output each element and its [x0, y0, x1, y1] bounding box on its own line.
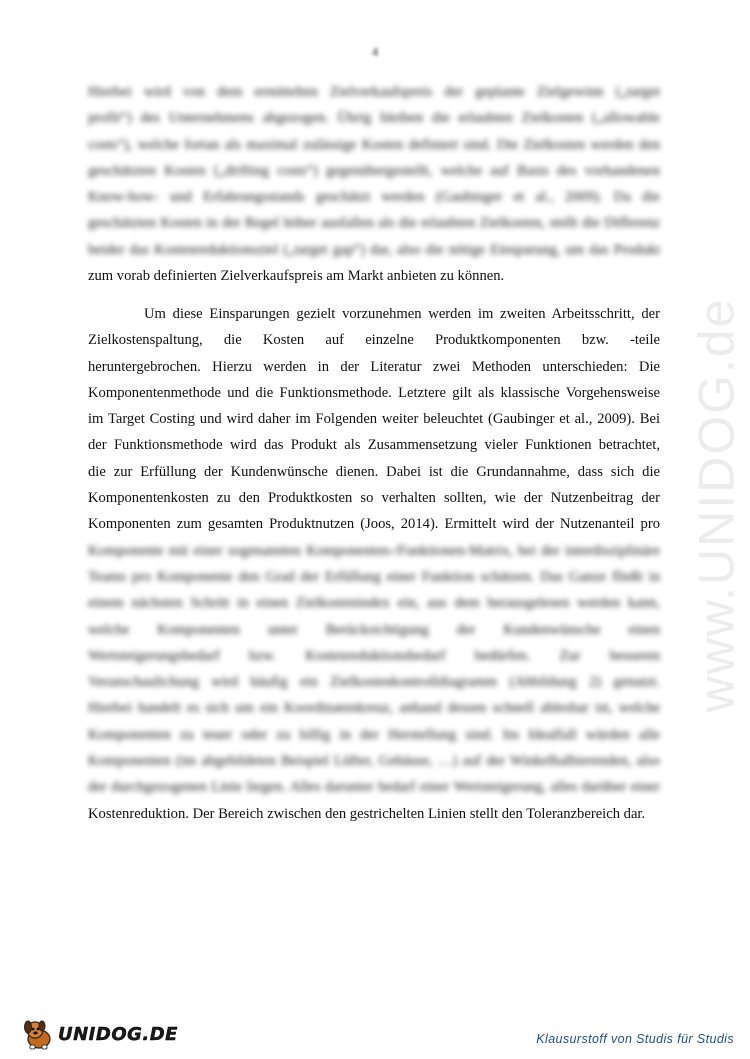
footer [0, 1018, 750, 1054]
text-line: Komponentenmethode und die Funktionsmethode. Letztere gilt als klassische Vorgehensweise [88, 384, 660, 401]
text-line: beider das Kostenreduktionsziel („target gap“) dar, also die nötige Einsparung, um das Produkt [88, 241, 660, 258]
text-line: geschätzten Kosten („drifting costs“) gegenübergestellt, welche auf Basis des vorhandenen [88, 162, 660, 179]
text-line: Hierbei handelt es sich um ein Koordinatenkreuz, anhand dessen schnell ablesbar ist, welche [88, 700, 660, 717]
watermark-text: www.UNIDOG.de [688, 297, 744, 713]
text-line: Komponenten zu teuer oder zu billig in der Herstellung sind. Im Idealfall würden alle [88, 726, 660, 743]
text-line: der durchgezogenen Linie liegen. Alles darunter bedarf einer Wertsteigerung, alles darüber einer [88, 779, 660, 796]
text-line: geschätzten Kosten in der Regel höher ausfallen als die erlaubten Zielkosten, stellt die Differenz [88, 215, 660, 232]
text-line: profit“) des Unternehmens abgezogen. Übrig bleiben die erlaubten Zielkosten („allowable [88, 110, 660, 127]
text-line: Komponentenkosten zu den Produktkosten so verhalten sollten, wie der Nutzenbeitrag der [88, 490, 660, 507]
logo-text: UNIDOG.DE [58, 1023, 178, 1045]
text-line: Know-how- und Erfahrungsstands geschätzt werden (Gaubinger et al., 2009). Da die [88, 189, 660, 206]
text-line: costs“), welche fortan als maximal zulässige Kosten definiert sind. Die Zielkosten werden den [88, 136, 660, 153]
page-number: 4 [371, 44, 379, 59]
text-line: Wertsteigerungsbedarf bzw. Kostenreduktionsbedarf bedürfen. Zur besseren [88, 647, 660, 664]
text-line: der Funktionsmethode wird das Produkt als Zusammensetzung vieler Funktionen betrachtet, [88, 437, 660, 454]
footer-tagline: Klausurstoff von Studis für Studis [536, 1032, 734, 1046]
text-line: Um diese Einsparungen gezielt vorzunehmen werden im zweiten Arbeitsschritt, der [144, 306, 660, 322]
text-line: Zielkostenspaltung, die Kosten auf einzelne Produktkomponenten bzw. -teile [88, 332, 660, 349]
text-line: Teams pro Komponente den Grad der Erfüllung einer Funktion schätzen. Das Ganze fließt in [88, 568, 660, 585]
text-line: einem nächsten Schritt in einen Zielkostenindex ein, aus dem herausgelesen werden kann, [88, 595, 660, 612]
dog-mascot-icon [22, 1018, 56, 1050]
text-line: Komponenten zum gesamten Produktnutzen (Joos, 2014). Ermittelt wird der Nutzenanteil pro [88, 516, 660, 533]
text-line: die zur Erfüllung der Kundenwünsche dienen. Dabei ist die Grundannahme, dass sich die [88, 463, 660, 480]
text-line: heruntergebrochen. Hierzu werden in der Literatur zwei Methoden unterschieden: Die [88, 358, 660, 375]
text-line: Komponenten (im abgebildeten Beispiel Lüfter, Gehäuse, …) auf der Winkelhalbierenden, also [88, 753, 660, 770]
text-line: zum vorab definierten Zielverkaufspreis am Markt anbieten zu können. [88, 268, 505, 285]
unidog-logo[interactable] [22, 1018, 178, 1050]
text-line: im Target Costing und wird daher im Folgenden weiter beleuchtet (Gaubinger et al., 2009). Bei [88, 411, 660, 428]
text-line: welche Komponenten unter Berücksichtigung der Kundenwünsche einen [88, 621, 660, 638]
paragraph-1 [88, 79, 660, 289]
paragraph-2 [88, 301, 660, 827]
text-line: Komponente mit einer sogenannten Komponenten-/Funktionen-Matrix, bei der interdisziplinäre [88, 542, 660, 559]
watermark [686, 270, 746, 740]
text-line: Veranschaulichung wird häufig ein Zielkostenkontrolldiagramm (Abbildung 2) genutzt. [88, 674, 660, 691]
text-line: Kostenreduktion. Der Bereich zwischen den gestrichelten Linien stellt den Toleranzbereich dar. [88, 805, 646, 822]
text-line: Hierbei wird von dem ermittelten Zielverkaufspreis der geplante Zielgewinn („target [88, 84, 660, 100]
